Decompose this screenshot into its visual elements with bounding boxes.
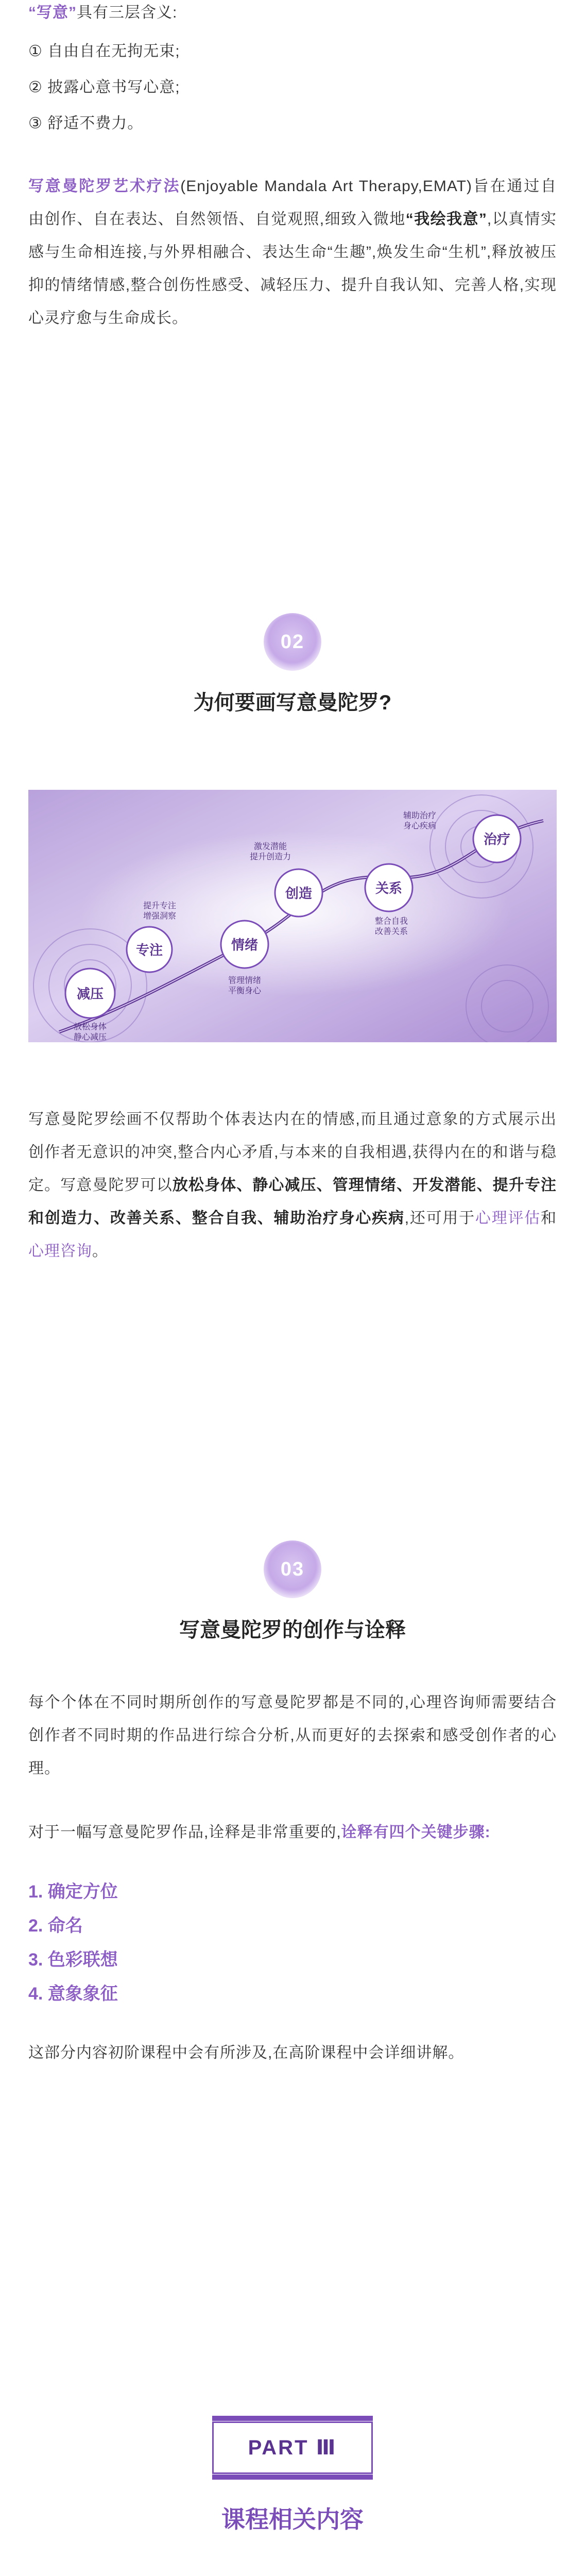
intro-text-2: ,以真情实感与生命相连接,与外界相融合、表达生命“生趣”,焕发生命“生机”,释放被压抑的情绪情感,整合创伤性感受、减轻压力、提升自我认知、完善人格,实现心灵疗愈与生命成长。 — [28, 211, 557, 327]
step-item: 2. 命名 — [28, 1916, 83, 1936]
benefit-sub: 提升专注增强洞察 — [143, 902, 177, 921]
benefits-illustration — [28, 790, 557, 1042]
meaning-item: ① 自由自在无拘无束; — [28, 43, 180, 60]
meaning-item: ③ 舒适不费力。 — [28, 115, 144, 132]
intro-text-1: (Enjoyable Mandala Art Therapy,EMAT)旨在通过自由创作、自在表达、自然领悟、自觉观照,细致入微地 — [28, 178, 557, 228]
meaning-lead-rest: 具有三层含义: — [77, 4, 178, 21]
benefit-sub: 激发潜能提升创造力 — [249, 842, 291, 861]
section-title: 为何要画写意曼陀罗? — [193, 691, 392, 714]
para-text: 对于一幅写意曼陀罗作品,诠释是非常重要的, — [28, 1824, 341, 1841]
section-03-paragraph-3: 这部分内容初阶课程中会有所涉及,在高阶课程中会详细讲解。 — [28, 2044, 464, 2061]
benefits-bold: 放松身体、静心减压、管理情绪、开发潜能、提升专注和创造力、改善关系、整合自我、辅助治疗身心疾病 — [28, 1177, 557, 1227]
badge-number: 03 — [280, 1558, 305, 1580]
benefit-label: 治疗 — [483, 832, 511, 847]
benefit-sub: 整合自我改善关系 — [374, 917, 408, 936]
emat-name: 写意曼陀罗艺术疗法 — [28, 178, 181, 195]
part-label: PART Ⅲ — [248, 2436, 337, 2459]
key-steps-lead: 诠释有四个关键步骤: — [341, 1824, 491, 1841]
para-text: 和 — [541, 1210, 557, 1227]
steps-list — [28, 1875, 557, 2011]
intro-paragraph — [28, 170, 557, 335]
psych-counseling-link: 心理咨询 — [28, 1243, 92, 1260]
part-title: 课程相关内容 — [221, 2506, 364, 2533]
badge-number: 02 — [280, 631, 305, 653]
benefit-label: 专注 — [135, 942, 163, 958]
benefit-label: 减压 — [76, 986, 104, 1002]
benefit-label: 关系 — [375, 880, 403, 896]
step-item: 4. 意象象征 — [28, 1984, 118, 2004]
benefit-sub: 辅助治疗身心疾病 — [403, 811, 437, 831]
section-02 — [28, 613, 557, 1268]
meaning-item: ② 披露心意书写心意; — [28, 79, 180, 96]
meaning-lead-quote: “写意” — [28, 4, 77, 21]
benefit-label: 情绪 — [231, 937, 259, 953]
part-3-header — [28, 2421, 557, 2535]
para-text: 。 — [92, 1243, 108, 1260]
mandala-watercolor-illustration — [28, 790, 557, 1042]
psych-assessment-link: 心理评估 — [475, 1210, 541, 1227]
section-03-paragraph-2 — [28, 1816, 557, 1849]
para-text: ,还可用于 — [404, 1210, 475, 1227]
meaning-lead — [28, 0, 557, 26]
intro-bold: “我绘我意” — [405, 211, 487, 228]
section-02-paragraph — [28, 1103, 557, 1268]
section-03-paragraph-1: 每个个体在不同时期所创作的写意曼陀罗都是不同的,心理咨询师需要结合创作者不同时期的作品进行综合分析,从而更好的去探索和感受创作者的心理。 — [28, 1694, 557, 1777]
benefit-sub: 管理情绪平衡身心 — [228, 976, 262, 995]
section-number-badge — [264, 1540, 321, 1598]
step-item: 1. 确定方位 — [28, 1882, 118, 1902]
part-label-box — [212, 2421, 373, 2474]
section-number-badge — [264, 613, 321, 671]
benefit-label: 创造 — [285, 886, 313, 901]
section-03 — [28, 1540, 557, 2070]
benefit-sub: 放松身体静心减压 — [73, 1023, 107, 1042]
step-item: 3. 色彩联想 — [28, 1950, 118, 1970]
para-text: 写意曼陀罗绘画不仅帮助个体表达内在的情感,而且通过意象的方式展示出创作者无意识的冲突,整合内心矛盾,与本来的自我相遇,获得内在的和谐与稳定。写意曼陀罗可以 — [28, 1111, 557, 1194]
intro-section — [28, 0, 557, 335]
section-title: 写意曼陀罗的创作与诠释 — [179, 1619, 406, 1641]
